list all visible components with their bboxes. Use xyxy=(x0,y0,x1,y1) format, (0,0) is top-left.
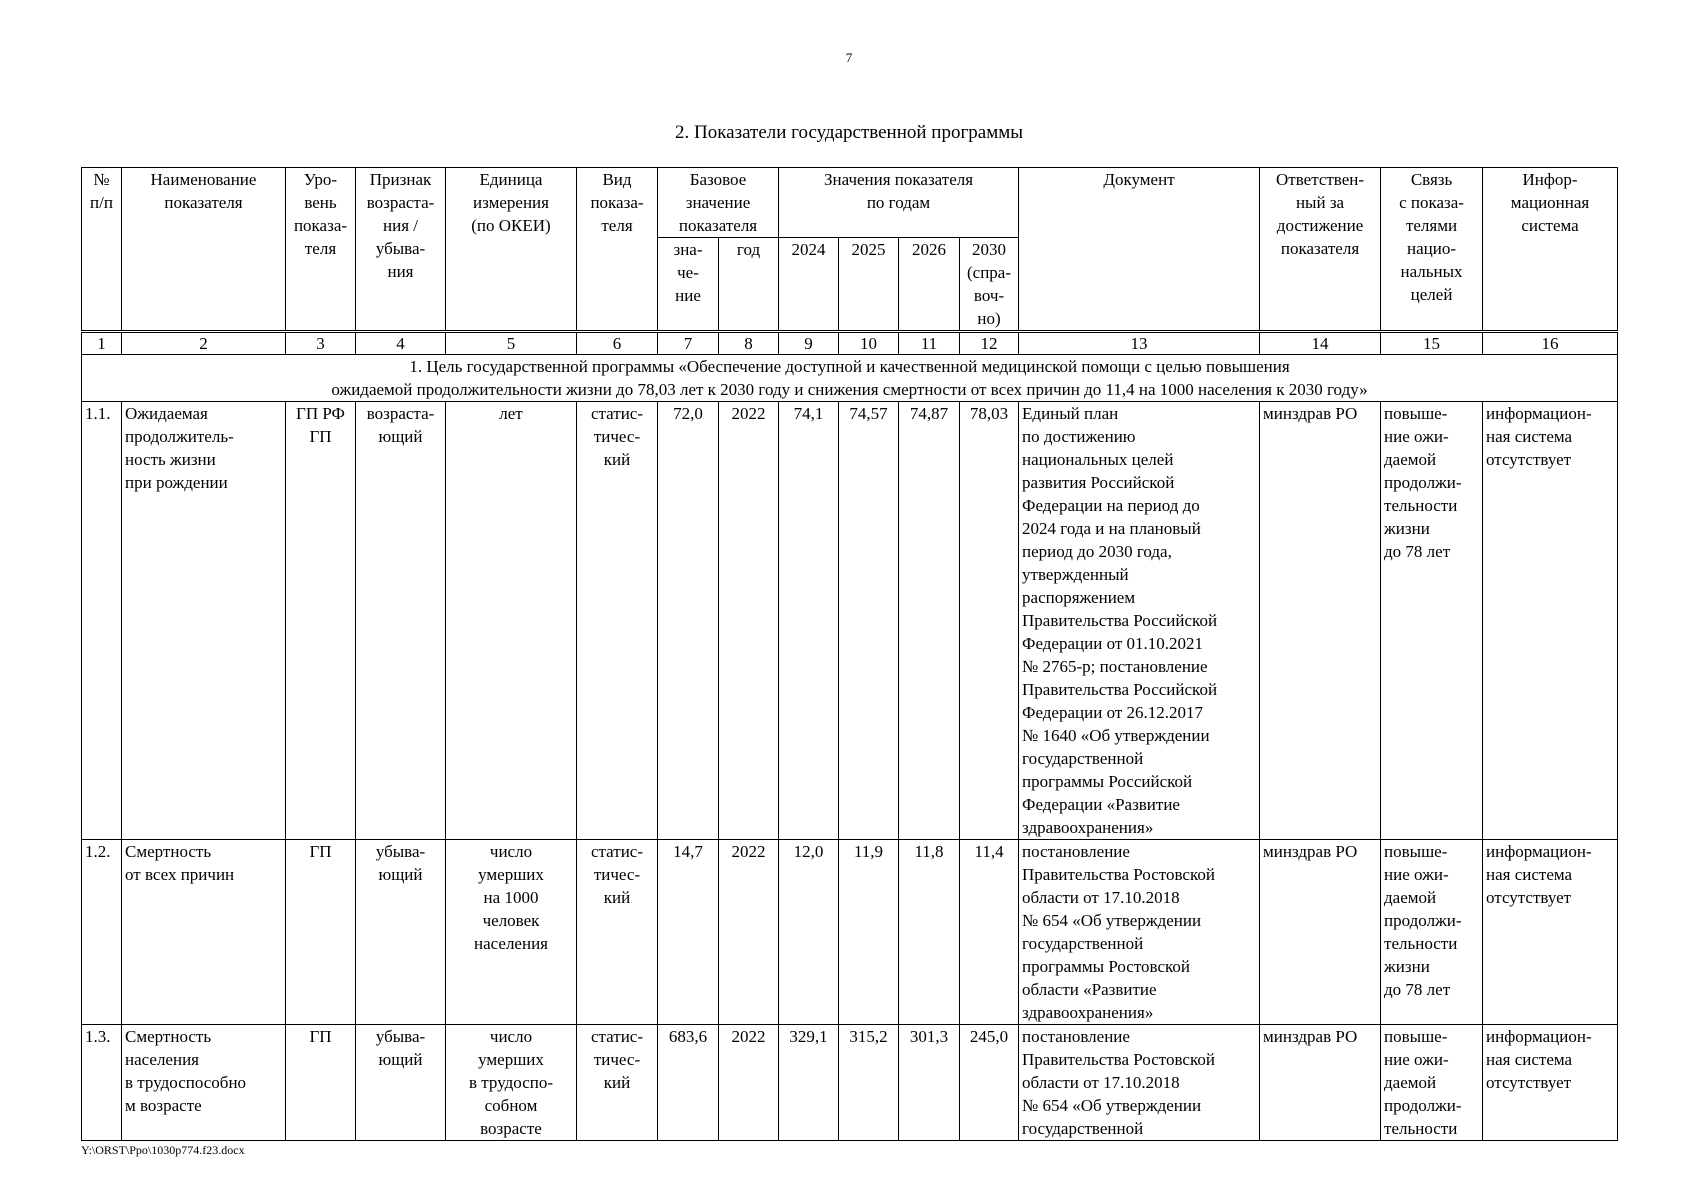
header-years-group: Значения показателя по годам xyxy=(779,168,1019,238)
column-number: 9 xyxy=(779,332,839,355)
header-name: Наименование показателя xyxy=(122,168,286,332)
column-number: 8 xyxy=(719,332,779,355)
row-name: Смертность населения в трудоспособно м возрасте xyxy=(122,1025,286,1141)
header-base: Базовое значение показателя xyxy=(658,168,779,238)
page-number: 7 xyxy=(845,50,853,65)
header-level: Уро- вень показа- теля xyxy=(286,168,356,332)
header-year-2026: 2026 xyxy=(899,238,960,332)
row-value-2024: 12,0 xyxy=(779,840,839,1025)
column-number: 1 xyxy=(82,332,122,355)
header-document: Документ xyxy=(1019,168,1260,332)
row-base-value: 14,7 xyxy=(658,840,719,1025)
row-base-year: 2022 xyxy=(719,402,779,840)
header-trend: Признак возраста- ния / убыва- ния xyxy=(356,168,446,332)
header-year-2025: 2025 xyxy=(839,238,899,332)
column-number: 7 xyxy=(658,332,719,355)
column-number: 3 xyxy=(286,332,356,355)
row-num: 1.1. xyxy=(82,402,122,840)
indicators-table xyxy=(81,167,1618,1141)
row-base-year: 2022 xyxy=(719,840,779,1025)
footer-file-path: Y:\ORST\Ppo\1030p774.f23.docx xyxy=(81,1143,245,1157)
column-number: 6 xyxy=(577,332,658,355)
row-value-2025: 74,57 xyxy=(839,402,899,840)
header-link: Связь с показа- телями нацио- нальных целей xyxy=(1381,168,1483,332)
row-value-2026: 301,3 xyxy=(899,1025,960,1141)
row-link: повыше- ние ожи- даемой продолжи- тельности жизни до 78 лет xyxy=(1381,840,1483,1025)
row-responsible: минздрав РО xyxy=(1260,840,1381,1025)
column-number: 2 xyxy=(122,332,286,355)
row-trend: возраста- ющий xyxy=(356,402,446,840)
section-title: 2. Показатели государственной программы xyxy=(674,122,1024,143)
row-value-2024: 74,1 xyxy=(779,402,839,840)
row-info: информацион- ная система отсутствует xyxy=(1483,1025,1618,1141)
goal-row xyxy=(82,355,1618,402)
header-year-2024: 2024 xyxy=(779,238,839,332)
header-num: № п/п xyxy=(82,168,122,332)
row-value-2030: 245,0 xyxy=(960,1025,1019,1141)
row-value-2024: 329,1 xyxy=(779,1025,839,1141)
row-unit: лет xyxy=(446,402,577,840)
row-base-value: 683,6 xyxy=(658,1025,719,1141)
column-number: 11 xyxy=(899,332,960,355)
row-document: Единый план по достижению национальных целей развития Российской Федерации на период до 2024 года и на плановый период до 2030 года, утвержденный распоряжением Правительства Российской Федерации от 01.10.2021 № 2765-р; постановление Правительства Российской Федерации от 26.12.2017 № 1640 «Об утверждении государственной программы Российской Федерации «Развитие здравоохранения» xyxy=(1019,402,1260,840)
row-info: информацион- ная система отсутствует xyxy=(1483,840,1618,1025)
column-number: 5 xyxy=(446,332,577,355)
column-number: 16 xyxy=(1483,332,1618,355)
column-number: 12 xyxy=(960,332,1019,355)
row-unit: число умерших в трудоспо- собном возрасте xyxy=(446,1025,577,1141)
column-number: 14 xyxy=(1260,332,1381,355)
row-unit: число умерших на 1000 человек населения xyxy=(446,840,577,1025)
row-value-2026: 11,8 xyxy=(899,840,960,1025)
row-link: повыше- ние ожи- даемой продолжи- тельности xyxy=(1381,1025,1483,1141)
column-number: 13 xyxy=(1019,332,1260,355)
table-row xyxy=(82,840,1618,1025)
header-row-1 xyxy=(82,168,1618,238)
row-value-2030: 78,03 xyxy=(960,402,1019,840)
header-unit: Единица измерения (по ОКЕИ) xyxy=(446,168,577,332)
row-level: ГП xyxy=(286,1025,356,1141)
row-responsible: минздрав РО xyxy=(1260,402,1381,840)
row-responsible: минздрав РО xyxy=(1260,1025,1381,1141)
row-name: Смертность от всех причин xyxy=(122,840,286,1025)
column-number: 10 xyxy=(839,332,899,355)
row-level: ГП xyxy=(286,840,356,1025)
row-type: статис- тичес- кий xyxy=(577,402,658,840)
row-value-2025: 315,2 xyxy=(839,1025,899,1141)
row-trend: убыва- ющий xyxy=(356,840,446,1025)
header-base-value: зна- че- ние xyxy=(658,238,719,332)
row-trend: убыва- ющий xyxy=(356,1025,446,1141)
column-number: 15 xyxy=(1381,332,1483,355)
row-base-value: 72,0 xyxy=(658,402,719,840)
program-goal: 1. Цель государственной программы «Обеспечение доступной и качественной медицинской помощи с целью повышения ожидаемой продолжительности жизни до 78,03 лет к 2030 году и снижения смертности от всех причин до 11,4 на 1000 населения к 2030 году» xyxy=(82,355,1618,402)
table-row xyxy=(82,402,1618,840)
column-number: 4 xyxy=(356,332,446,355)
row-base-year: 2022 xyxy=(719,1025,779,1141)
header-type: Вид показа- теля xyxy=(577,168,658,332)
row-num: 1.2. xyxy=(82,840,122,1025)
row-document: постановление Правительства Ростовской области от 17.10.2018 № 654 «Об утверждении государственной xyxy=(1019,1025,1260,1141)
row-value-2030: 11,4 xyxy=(960,840,1019,1025)
row-name: Ожидаемая продолжитель- ность жизни при рождении xyxy=(122,402,286,840)
header-base-year: год xyxy=(719,238,779,332)
column-number-row xyxy=(82,332,1618,355)
header-responsible: Ответствен- ный за достижение показателя xyxy=(1260,168,1381,332)
row-level: ГП РФ ГП xyxy=(286,402,356,840)
row-type: статис- тичес- кий xyxy=(577,1025,658,1141)
row-link: повыше- ние ожи- даемой продолжи- тельности жизни до 78 лет xyxy=(1381,402,1483,840)
header-year-2030: 2030 (спра- воч- но) xyxy=(960,238,1019,332)
header-info: Инфор- мационная система xyxy=(1483,168,1618,332)
row-document: постановление Правительства Ростовской области от 17.10.2018 № 654 «Об утверждении государственной программы Ростовской области «Развитие здравоохранения» xyxy=(1019,840,1260,1025)
row-info: информацион- ная система отсутствует xyxy=(1483,402,1618,840)
row-num: 1.3. xyxy=(82,1025,122,1141)
table-row xyxy=(82,1025,1618,1141)
row-type: статис- тичес- кий xyxy=(577,840,658,1025)
row-value-2026: 74,87 xyxy=(899,402,960,840)
row-value-2025: 11,9 xyxy=(839,840,899,1025)
